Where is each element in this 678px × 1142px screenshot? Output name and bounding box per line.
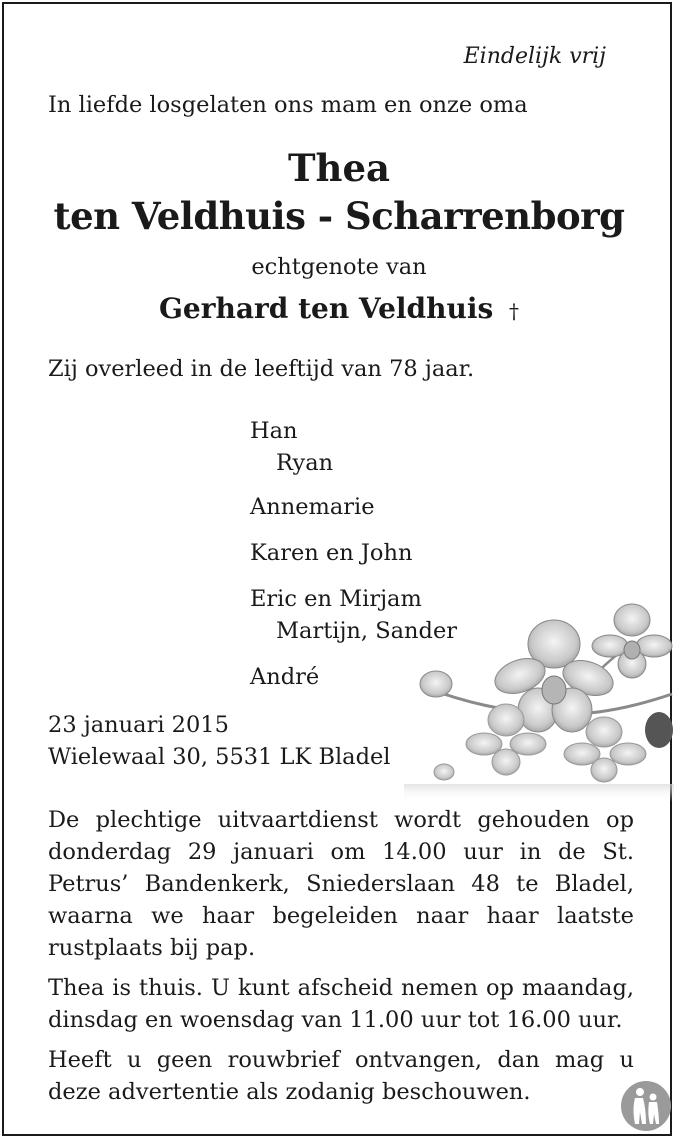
memorial-logo-icon bbox=[620, 1080, 672, 1132]
spouse-line bbox=[4, 292, 674, 325]
visitation-paragraph: Thea is thuis. U kunt afscheid nemen op maandag, dinsdag en woensdag van 11.00 uur tot 16.00 uur. bbox=[48, 975, 634, 1033]
family-member: Han bbox=[250, 418, 298, 444]
deceased-first-name: Thea bbox=[288, 146, 390, 190]
orchid-illustration bbox=[404, 602, 674, 802]
spouse-label: echtgenote van bbox=[251, 254, 427, 280]
date-line: 23 januari 2015 bbox=[48, 712, 229, 738]
spouse-name: Gerhard ten Veldhuis bbox=[159, 292, 494, 325]
family-grandchildren: Ryan bbox=[276, 450, 334, 476]
intro-line: In liefde losgelaten ons mam en onze oma bbox=[48, 92, 528, 118]
address-line: Wielewaal 30, 5531 LK Bladel bbox=[48, 744, 391, 770]
cross-icon: † bbox=[508, 299, 519, 323]
motto: Eindelijk vrij bbox=[463, 44, 606, 69]
family-member: André bbox=[250, 664, 320, 690]
deceased-surname: ten Veldhuis - Scharrenborg bbox=[53, 194, 625, 238]
obituary-card bbox=[2, 2, 672, 1136]
age-line: Zij overleed in de leeftijd van 78 jaar. bbox=[48, 356, 475, 382]
family-member: Eric en Mirjam bbox=[250, 586, 422, 612]
notice-paragraph: Heeft u geen rouwbrief ontvangen, dan mag u deze advertentie als zodanig beschouwen. bbox=[48, 1047, 634, 1105]
family-grandchildren: Martijn, Sander bbox=[276, 618, 458, 644]
family-member: Annemarie bbox=[250, 494, 375, 520]
family-member: Karen en John bbox=[250, 540, 413, 566]
service-paragraph: De plechtige uitvaartdienst wordt gehouden op donderdag 29 januari om 14.00 uur in de St. Petrus’ Bandenkerk, Sniederslaan 48 te Bladel, waarna we haar begeleiden naar haar laatste rustplaats bij pap. bbox=[48, 807, 634, 961]
